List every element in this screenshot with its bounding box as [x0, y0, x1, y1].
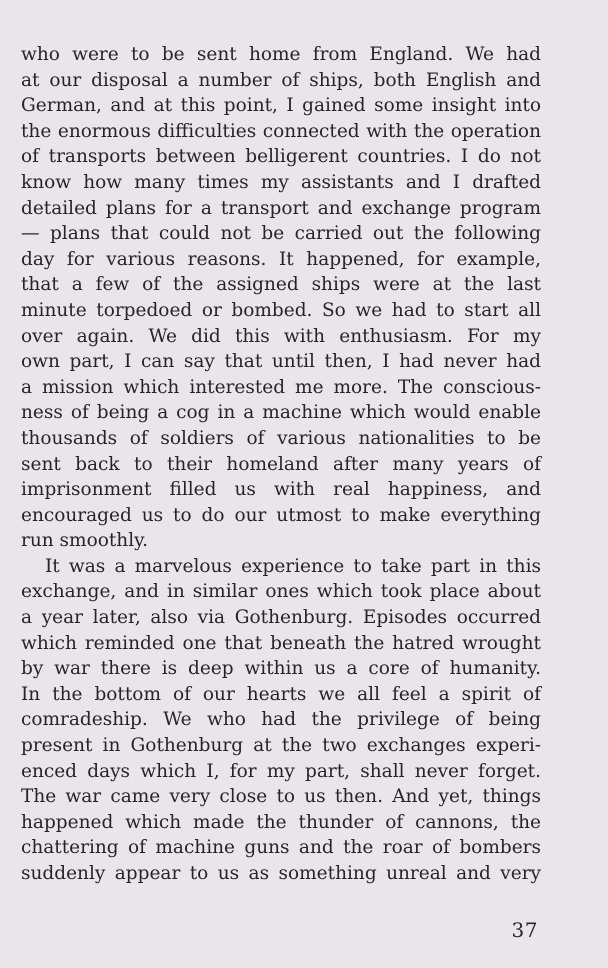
text-line: sent back to their homeland after many years of	[21, 453, 541, 475]
text-line: over again. We did this with enthusiasm. For my	[21, 325, 541, 347]
text-line: comradeship. We who had the privilege of being	[21, 709, 541, 731]
text-line: that a few of the assigned ships were at the last	[21, 274, 541, 296]
paragraph	[21, 42, 541, 554]
text-line: thousands of soldiers of various nationalities to be	[21, 427, 541, 449]
text-line: present in Gothenburg at the two exchanges experi-	[21, 735, 541, 757]
text-line: by war there is deep within us a core of humanity.	[21, 658, 541, 680]
text-line: German, and at this point, I gained some insight into	[21, 95, 541, 117]
text-line: — plans that could not be carried out the following	[21, 223, 541, 245]
text-line: ness of being a cog in a machine which would enable	[21, 402, 541, 424]
text-line: know how many times my assistants and I drafted	[21, 171, 541, 193]
text-line: run smoothly.	[21, 530, 149, 552]
text-line: chattering of machine guns and the roar of bombers	[21, 837, 541, 859]
paragraph	[21, 554, 541, 887]
text-line: enced days which I, for my part, shall never forget.	[21, 760, 541, 782]
text-line: suddenly appear to us as something unreal and very	[21, 863, 541, 884]
text-line: own part, I can say that until then, I had never had	[21, 351, 541, 373]
text-line: In the bottom of our hearts we all feel a spirit of	[21, 683, 541, 705]
text-line: who were to be sent home from England. We had	[21, 44, 541, 65]
text-line: which reminded one that beneath the hatred wrought	[21, 632, 541, 654]
text-line: day for various reasons. It happened, for example,	[21, 248, 541, 270]
text-line: happened which made the thunder of cannons, the	[21, 811, 541, 833]
text-line: It was a marvelous experience to take part in this	[45, 555, 541, 577]
text-line: a mission which interested me more. The conscious-	[21, 376, 541, 398]
body-text	[21, 42, 541, 887]
text-line: minute torpedoed or bombed. So we had to start all	[21, 299, 541, 321]
text-line: a year later, also via Gothenburg. Episodes occurred	[21, 607, 541, 629]
text-line: The war came very close to us then. And yet, things	[21, 786, 541, 808]
text-line: encouraged us to do our utmost to make everything	[21, 504, 541, 526]
text-line: of transports between belligerent countries. I do not	[21, 146, 541, 168]
text-line: imprisonment filled us with real happiness, and	[21, 479, 541, 501]
page-number: 37	[511, 918, 538, 942]
text-line: the enormous difficulties connected with the operation	[21, 120, 541, 142]
text-line: at our disposal a number of ships, both English and	[21, 69, 541, 91]
text-line: detailed plans for a transport and exchange program	[21, 197, 541, 219]
text-line: exchange, and in similar ones which took place about	[21, 581, 541, 603]
